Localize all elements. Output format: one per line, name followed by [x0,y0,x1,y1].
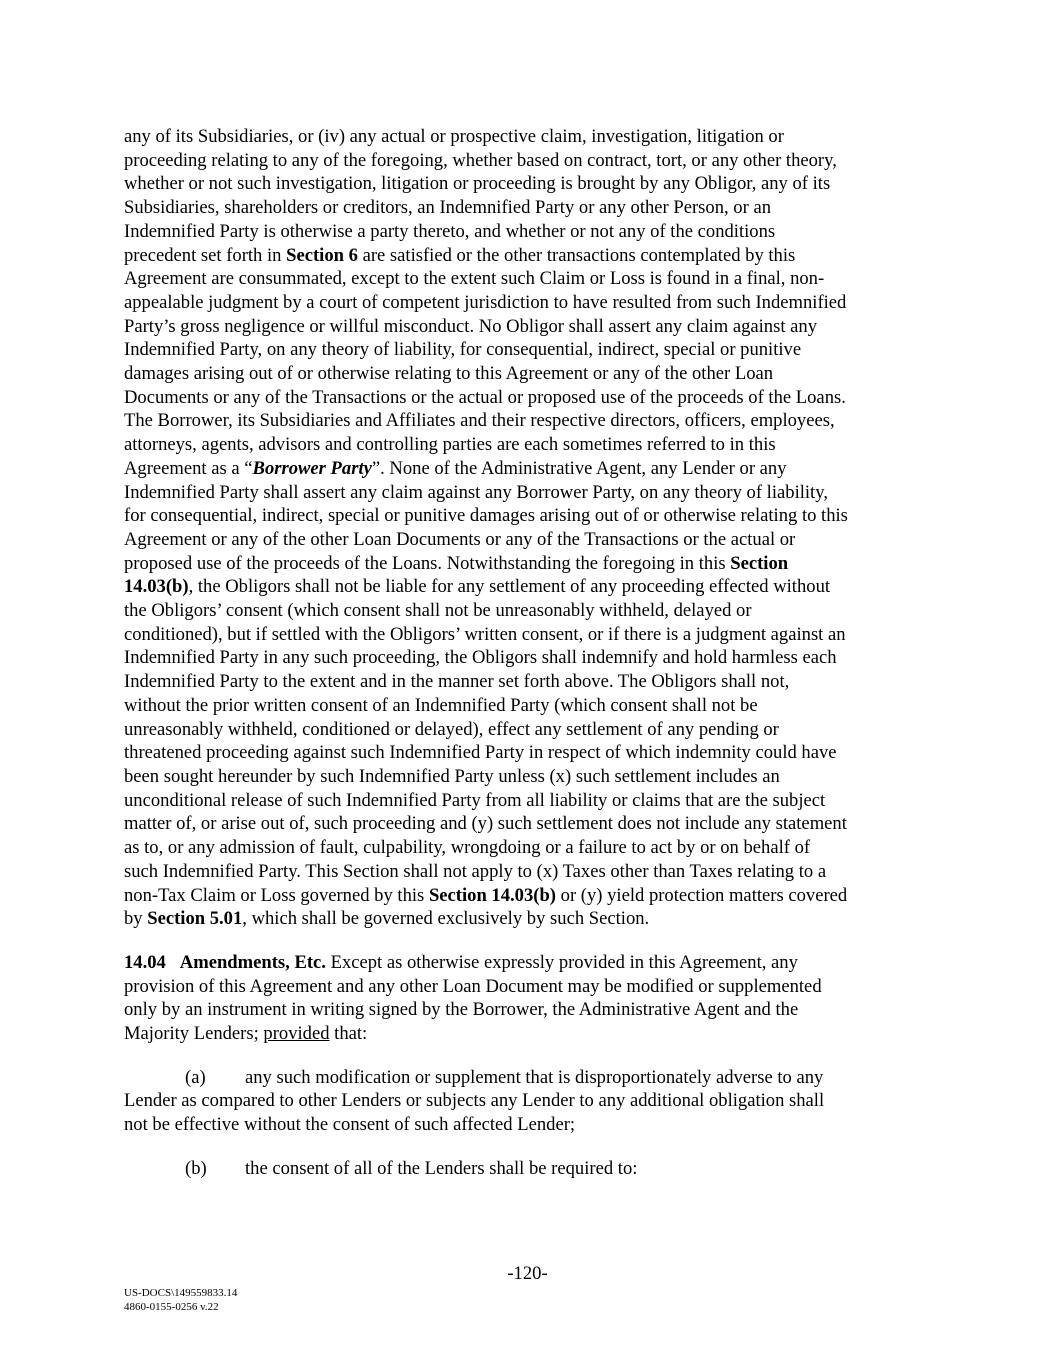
text-run: Agreement as a “ [124,457,253,479]
paragraph-line [124,362,936,386]
text-run: matter of, or arise out of, such proceeding and (y) such settlement does not include any statement [124,813,847,835]
clause-text: any such modification or supplement that is disproportionately adverse to any [245,1066,824,1088]
text-run: unreasonably withheld, conditioned or delayed), effect any settlement of any pending or [124,718,779,740]
paragraph-line [124,267,936,291]
paragraph-line [124,528,936,552]
clause-a-line-3: not be effective without the consent of such affected Lender; [124,1114,576,1136]
text-run: any of its Subsidiaries, or (iv) any actual or prospective claim, investigation, litigation or [124,126,784,147]
paragraph-line [124,220,936,244]
text-run: are satisfied or the other transactions contemplated by this [357,244,796,266]
clause-b-line-1 [124,1157,936,1181]
text-run: The Borrower, its Subsidiaries and Affiliates and their respective directors, officers, employees, [124,410,835,432]
section-14-04-line-2: provision of this Agreement and any other Loan Document may be modified or supplemented [124,975,822,997]
page-number: -120- [507,1263,548,1284]
text-run: Agreement are consummated, except to the extent such Claim or Loss is found in a final, non- [124,268,825,290]
text-run: Indemnified Party is otherwise a party thereto, and whether or not any of the conditions [124,220,776,242]
text-run: , the Obligors shall not be liable for any settlement of any proceeding effected without [188,576,831,598]
text-run: non-Tax Claim or Loss governed by this [124,884,429,906]
section-14-04-line-4 [124,1022,936,1046]
text-run: Agreement or any of the other Loan Documents or any of the Transactions or the actual or [124,528,796,550]
clause-b [124,1157,936,1181]
text-run: threatened proceeding against such Indemnified Party in respect of which indemnity could have [124,742,837,764]
footer-doc-id: US-DOCS\149559833.14 [124,1287,238,1299]
paragraph-line [124,291,936,315]
text-run: Indemnified Party shall assert any claim against any Borrower Party, on any theory of liability, [124,481,828,503]
section-reference: Section 6 [286,244,358,266]
paragraph-line [124,149,936,173]
paragraph-line [124,575,936,599]
paragraph-line [124,884,936,908]
clause-label: (a) [185,1066,206,1088]
paragraph-line [124,196,936,220]
paragraph-line [124,125,936,149]
paragraph-line [124,670,936,694]
section-text: that: [329,1023,368,1045]
section-14-04-line-3: only by an instrument in writing signed by the Borrower, the Administrative Agent and the [124,999,799,1021]
paragraph-line [124,409,936,433]
clause-a [124,1066,936,1137]
section-heading: Amendments, Etc. [179,951,326,973]
footer-version: 4860-0155-0256 v.22 [124,1301,219,1313]
paragraph-line [124,741,936,765]
paragraph-line [124,244,936,268]
text-run: whether or not such investigation, litigation or proceeding is brought by any Obligor, any of its [124,173,831,195]
text-run: attorneys, agents, advisors and controlling parties are each sometimes referred to in this [124,434,776,456]
paragraph-line [124,433,936,457]
paragraph-line [124,789,936,813]
paragraph-spacer [124,1046,936,1066]
paragraph-line [124,386,936,410]
document-body [124,125,936,1181]
paragraph-line [124,646,936,670]
text-run: Party’s gross negligence or willful misconduct. No Obligor shall assert any claim against any [124,315,817,337]
provided-term: provided [263,1023,330,1045]
text-run: or (y) yield protection matters covered [556,884,848,906]
section-number: 14.04 [124,951,166,973]
paragraph-line [124,623,936,647]
clause-label: (b) [185,1157,207,1179]
clause-text: the consent of all of the Lenders shall be required to: [245,1157,638,1179]
text-run: Indemnified Party, on any theory of liability, for consequential, indirect, special or punitive [124,339,802,361]
paragraph-line [124,694,936,718]
text-run: as to, or any admission of fault, culpability, wrongdoing or a failure to act by or on behalf of [124,837,811,859]
text-run: proposed use of the proceeds of the Loans. Notwithstanding the foregoing in this [124,552,731,574]
text-run: Indemnified Party in any such proceeding, the Obligors shall indemnify and hold harmless each [124,647,837,669]
clause-a-line-1 [124,1066,936,1090]
paragraph-line [124,504,936,528]
text-run: Indemnified Party to the extent and in the manner set forth above. The Obligors shall not, [124,671,790,693]
paragraph-line [124,481,936,505]
paragraph-spacer [124,1137,936,1157]
text-run: conditioned), but if settled with the Obligors’ written consent, or if there is a judgment against an [124,623,846,645]
text-run: ”. None of the Administrative Agent, any Lender or any [371,457,787,479]
clause-a-line-2: Lender as compared to other Lenders or subjects any Lender to any additional obligation shall [124,1090,825,1112]
text-run: precedent set forth in [124,244,287,266]
text-run: appealable judgment by a court of competent jurisdiction to have resulted from such Indemnified [124,291,847,313]
text-run: by [124,908,148,930]
paragraph-line [124,718,936,742]
paragraph-line [124,552,936,576]
paragraph-line [124,860,936,884]
defined-term: Borrower Party [252,457,372,479]
section-14-04 [124,951,936,1046]
section-reference: Section 14.03(b) [428,884,556,906]
paragraph-line [124,172,936,196]
paragraph-spacer [124,931,936,951]
section-reference: Section 5.01 [147,908,243,930]
text-run: unconditional release of such Indemnified Party from all liability or claims that are the subject [124,789,826,811]
text-run: , which shall be governed exclusively by such Section. [242,908,650,930]
text-run: without the prior written consent of an Indemnified Party (which consent shall not be [124,694,758,716]
paragraph-line [124,457,936,481]
section-text: Majority Lenders; [124,1023,264,1045]
paragraph-line [124,338,936,362]
paragraph-line [124,907,936,931]
paragraph-line [124,836,936,860]
document-footer [124,1286,237,1314]
text-run: Subsidiaries, shareholders or creditors, an Indemnified Party or any other Person, or an [124,197,771,219]
indemnification-paragraph [124,125,936,931]
text-run: Documents or any of the Transactions or the actual or proposed use of the proceeds of the Loans. [124,386,846,408]
text-run: damages arising out of or otherwise relating to this Agreement or any of the other Loan [124,363,774,385]
paragraph-line [124,812,936,836]
text-run: for consequential, indirect, special or punitive damages arising out of or otherwise relating to this [124,505,848,527]
paragraph-line [124,315,936,339]
text-run: the Obligors’ consent (which consent shall not be unreasonably withheld, delayed or [124,600,752,622]
section-reference: Section [730,552,789,574]
section-14-04-line-1 [124,951,936,975]
paragraph-line [124,765,936,789]
text-run: such Indemnified Party. This Section shall not apply to (x) Taxes other than Taxes relating to a [124,860,827,882]
text-run: been sought hereunder by such Indemnified Party unless (x) such settlement includes an [124,765,780,787]
section-reference: 14.03(b) [124,576,189,598]
paragraph-line [124,599,936,623]
section-text: Except as otherwise expressly provided in this Agreement, any [325,951,798,973]
text-run: proceeding relating to any of the foregoing, whether based on contract, tort, or any other theory, [124,149,837,171]
